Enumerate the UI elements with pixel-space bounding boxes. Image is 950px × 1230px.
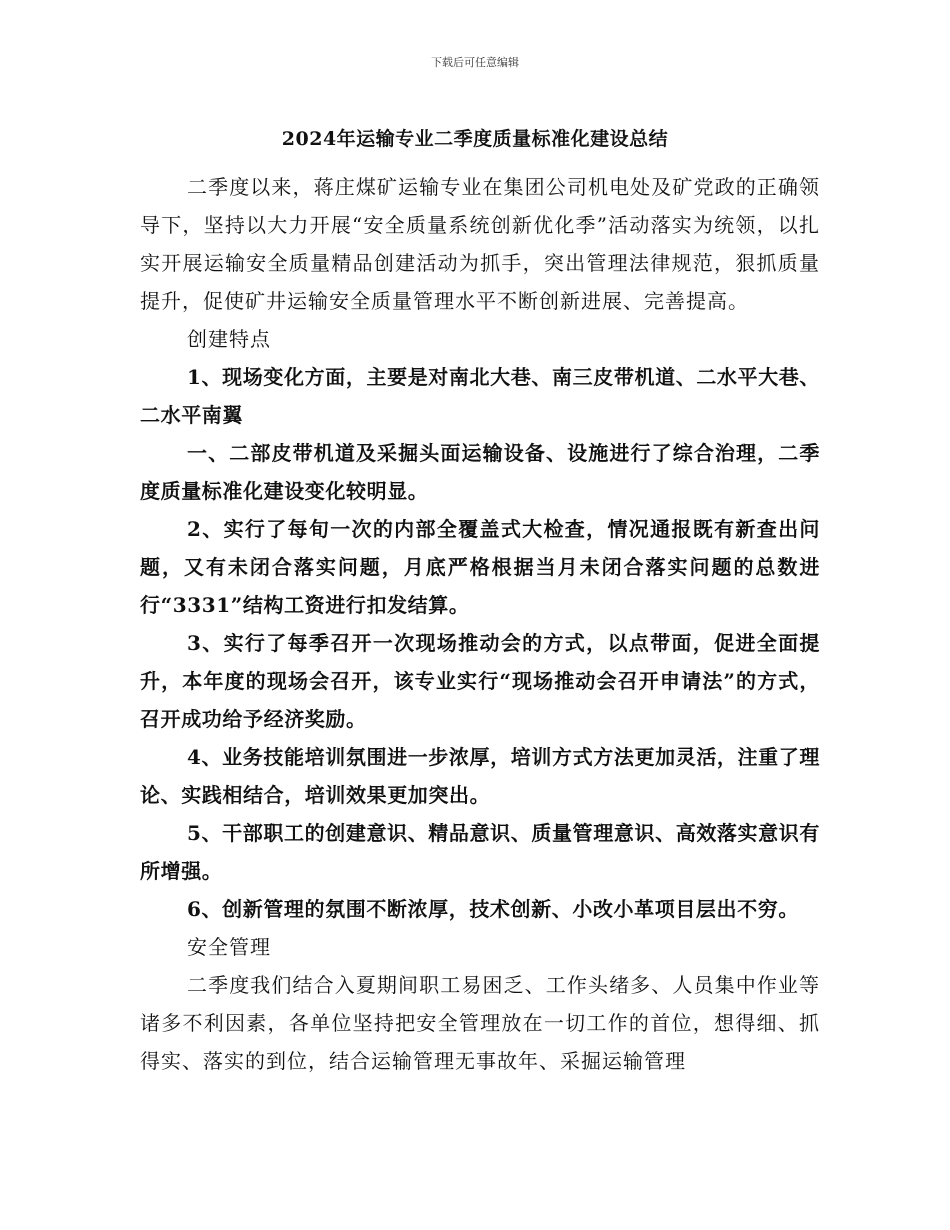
feature-item-6: 6、创新管理的氛围不断浓厚，技术创新、小改小革项目层出不穷。 (187, 897, 799, 921)
feature-item-5: 5、干部职工的创建意识、精品意识、质量管理意识、高效落实意识有所增强。 (140, 821, 820, 883)
feature-item-2: 2、实行了每旬一次的内部全覆盖式大检查，情况通报既有新查出问题，又有未闭合落实问题，月底严格根据当月未闭合落实问题的总数进行“3331”结构工资进行扣发结算。 (140, 517, 820, 617)
feature-item-3: 3、实行了每季召开一次现场推动会的方式，以点带面，促进全面提升，本年度的现场会召开，该专业实行“现场推动会召开申请法”的方式，召开成功给予经济奖励。 (140, 631, 820, 731)
feature-item-1: 1、现场变化方面，主要是对南北大巷、南三皮带机道、二水平大巷、二水平南翼 (140, 365, 820, 427)
intro-paragraph: 二季度以来，蒋庄煤矿运输专业在集团公司机电处及矿党政的正确领导下，坚持以大力开展“安全质量系统创新优化季”活动落实为统领，以扎实开展运输安全质量精品创建活动为抓手，突出管理法律规范，狠抓质量提升，促使矿井运输安全质量管理水平不断创新进展、完善提高。 (140, 175, 820, 313)
document-title: 2024年运输专业二季度质量标准化建设总结 (281, 128, 669, 150)
document-body (140, 168, 820, 1080)
header-note: 下载后可任意编辑 (431, 56, 519, 69)
feature-item-4: 4、业务技能培训氛围进一步浓厚，培训方式方法更加灵活，注重了理论、实践相结合，培训效果更加突出。 (140, 745, 820, 807)
section-heading-safety: 安全管理 (187, 935, 271, 959)
feature-item-1-continued: 一、二部皮带机道及采掘头面运输设备、设施进行了综合治理，二季度质量标准化建设变化较明显。 (140, 441, 820, 503)
safety-paragraph: 二季度我们结合入夏期间职工易困乏、工作头绪多、人员集中作业等诸多不利因素，各单位坚持把安全管理放在一切工作的首位，想得细、抓得实、落实的到位，结合运输管理无事故年、采掘运输管理 (140, 973, 820, 1073)
section-heading-features: 创建特点 (187, 327, 271, 351)
